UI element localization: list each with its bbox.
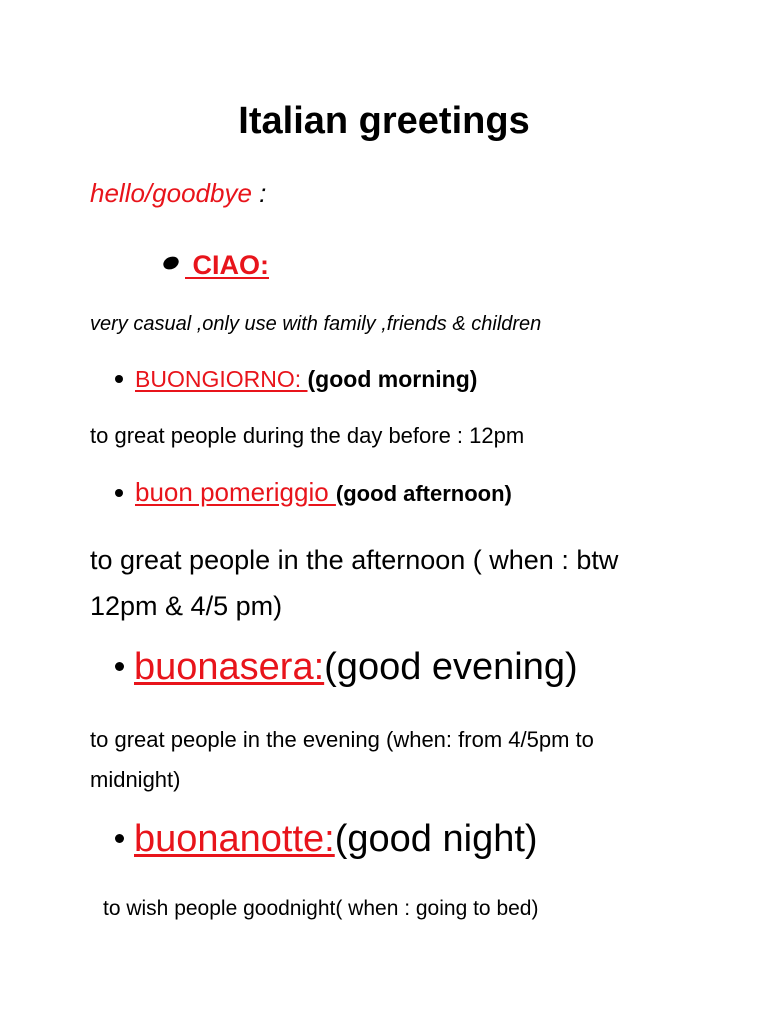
- greeting-term: buon pomeriggio: [135, 477, 336, 507]
- greeting-term: buonanotte:: [134, 818, 335, 860]
- greeting-description: to great people in the evening (when: from 4/5pm to midnight): [90, 727, 594, 792]
- bullet-icon: [115, 834, 124, 843]
- bullet-icon: [115, 662, 124, 671]
- page-title: Italian greetings: [238, 100, 530, 142]
- greeting-item-ciao: [163, 250, 269, 281]
- greeting-item-buon-pomeriggio: [115, 477, 512, 508]
- greeting-translation: (good night): [334, 818, 538, 860]
- greeting-description: to great people in the afternoon ( when : btw 12pm & 4/5 pm): [90, 545, 619, 621]
- intro-label: hello/goodbye: [90, 178, 252, 208]
- bullet-icon: [115, 489, 123, 497]
- greeting-item-buonanotte: [115, 818, 538, 861]
- greeting-description: to wish people goodnight( when : going to bed): [103, 897, 539, 920]
- greeting-translation: (good morning): [307, 366, 478, 392]
- greeting-description: to great people during the day before : 12pm: [90, 423, 525, 448]
- intro-colon: :: [251, 178, 267, 208]
- greeting-item-buongiorno: [115, 366, 477, 393]
- greeting-description: very casual ,only use with family ,friends & children: [90, 313, 542, 335]
- bullet-icon: [115, 375, 123, 383]
- bullet-icon: [161, 254, 181, 272]
- greeting-item-buonasera: [115, 646, 578, 689]
- greeting-translation: (good evening): [324, 646, 578, 688]
- greeting-term: buonasera:: [134, 646, 325, 688]
- greeting-translation: (good afternoon): [335, 481, 512, 506]
- greeting-term: BUONGIORNO:: [135, 366, 308, 392]
- greeting-term: CIAO:: [185, 250, 269, 280]
- intro-heading: [90, 178, 266, 209]
